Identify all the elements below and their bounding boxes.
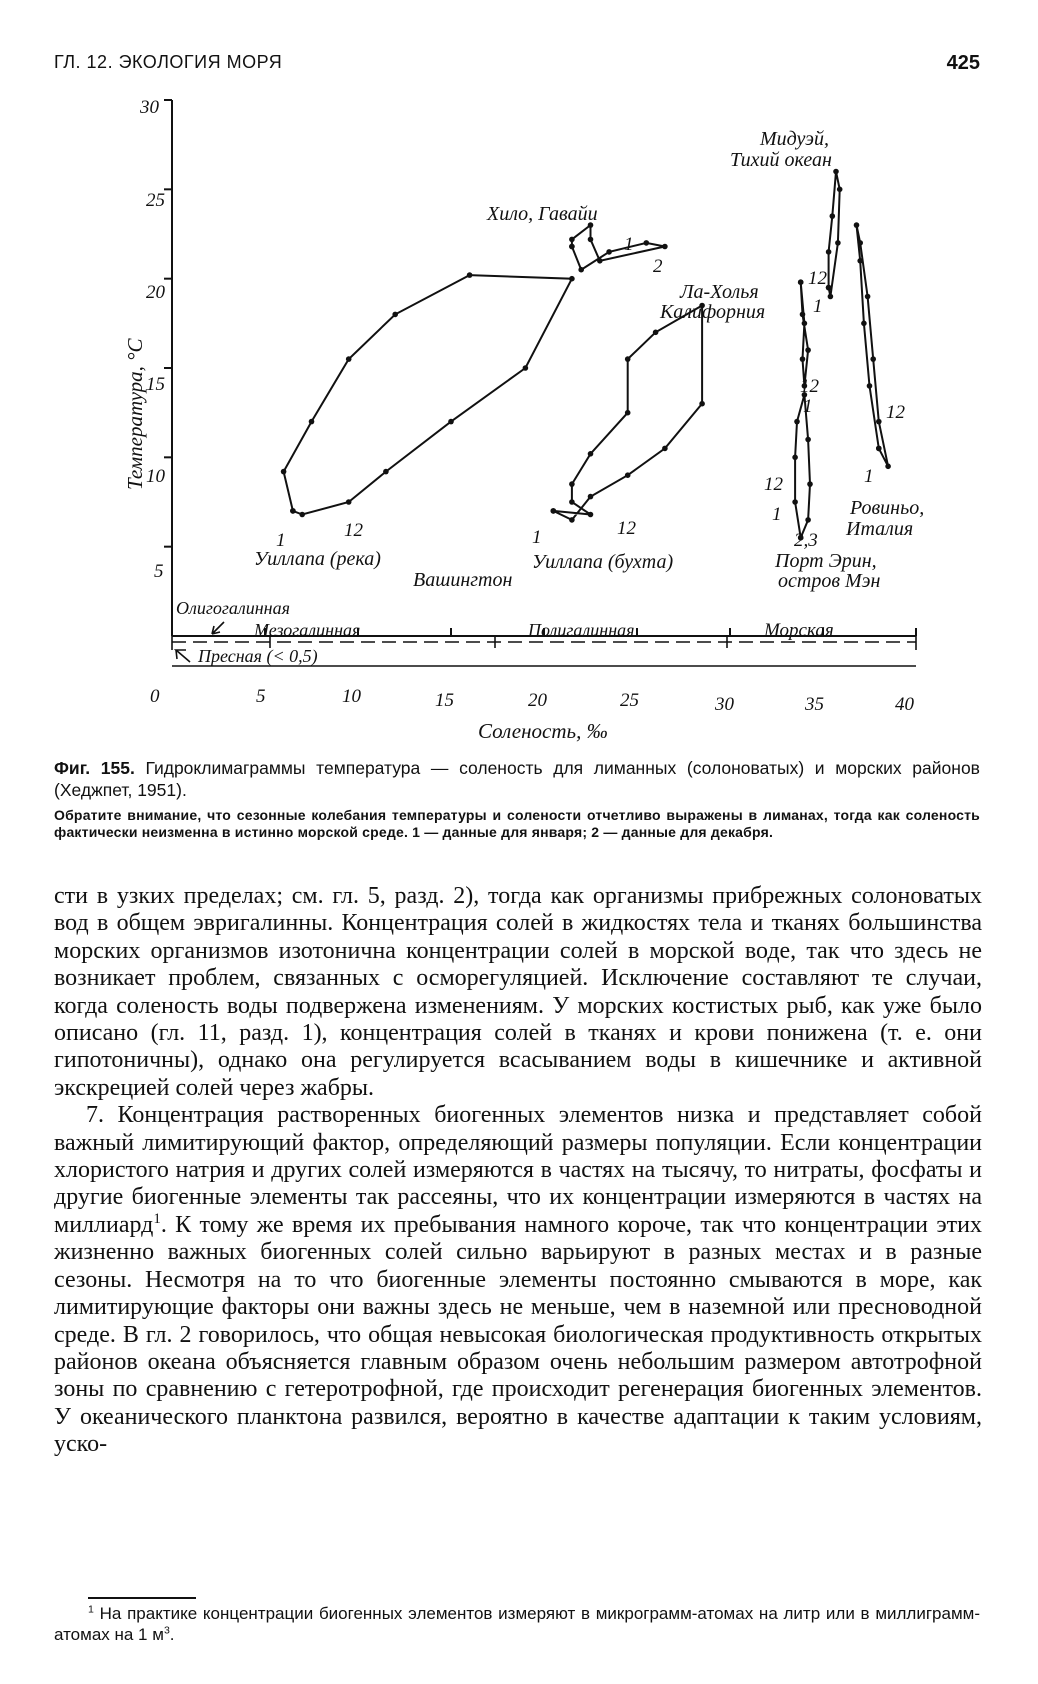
zone-label-oligohaline: Олигогалинная bbox=[176, 598, 290, 618]
series-line bbox=[284, 275, 572, 514]
y-tick-label: 30 bbox=[140, 97, 159, 118]
series-line bbox=[801, 282, 808, 386]
month-mark: 12 bbox=[808, 268, 827, 289]
data-point bbox=[662, 446, 668, 452]
data-point bbox=[653, 330, 659, 336]
data-point bbox=[802, 321, 808, 327]
data-point bbox=[828, 294, 834, 300]
data-point bbox=[299, 512, 305, 518]
month-mark: 2,3 bbox=[794, 530, 818, 551]
month-mark: 2 bbox=[653, 256, 663, 277]
data-point bbox=[569, 481, 575, 487]
body-text bbox=[54, 883, 982, 1459]
data-point bbox=[805, 437, 811, 443]
data-point bbox=[857, 258, 863, 264]
y-tick-label: 5 bbox=[154, 561, 164, 582]
data-point bbox=[885, 464, 891, 470]
zone-label-marine: Морская bbox=[764, 620, 834, 641]
label-midway-1: Мидуэй, bbox=[760, 128, 829, 150]
page-number: 425 bbox=[946, 52, 980, 74]
data-point bbox=[588, 494, 594, 500]
data-point bbox=[588, 451, 594, 457]
data-point bbox=[662, 244, 668, 250]
footnote-exponent: 3 bbox=[163, 1624, 170, 1637]
paragraph-1: сти в узких пределах; см. гл. 5, разд. 2), тогда как организмы прибрежных солоноватых вод в общем эвригалинны. Концентрация солей в жидкостях тела и тканях большинства морских организмов изотонична концентрации солей в морской воде, так что здесь не возникает проблем, связанных с осморегуляцией. Исключение составляют те случаи, когда соленость воды подвержена изменениям. У морских костистых рыб, как уже было описано (гл. 11, разд. 1), концентрация солей в тканях и крови понижена (т. е. они гипотоничны), однако она регулируется всасыванием воды в кишечнике и активной экскрецией солей через жабры. bbox=[54, 883, 982, 1101]
data-point bbox=[346, 356, 352, 362]
x-tick-label: 15 bbox=[435, 690, 454, 711]
y-tick-label: 10 bbox=[146, 466, 165, 487]
data-point bbox=[865, 294, 871, 300]
data-point bbox=[569, 517, 575, 523]
label-la-jolla-1: Ла-Холья bbox=[680, 281, 759, 303]
month-mark: 12 bbox=[886, 402, 905, 423]
zone-label-fresh: Пресная (< 0,5) bbox=[198, 646, 318, 666]
y-axis-title: Температура, °С bbox=[123, 338, 147, 490]
running-head: ГЛ. 12. ЭКОЛОГИЯ МОРЯ bbox=[54, 52, 283, 72]
data-point bbox=[830, 213, 836, 219]
data-point bbox=[870, 356, 876, 362]
month-mark: 1 bbox=[813, 296, 823, 317]
data-point bbox=[867, 383, 873, 389]
zone-label-mesohaline: Мезогалинная bbox=[254, 620, 361, 640]
data-point bbox=[837, 187, 843, 193]
y-tick-label: 15 bbox=[146, 374, 165, 395]
footnote-text: На практике концентрации биогенных элементов измеряют в микрограмм-атомах на литр или в миллиграмм-атомах на 1 м bbox=[54, 1604, 980, 1644]
month-mark: 1 bbox=[772, 504, 782, 525]
data-point bbox=[569, 244, 575, 250]
paragraph-2 bbox=[54, 1102, 982, 1458]
data-point bbox=[448, 419, 454, 425]
label-midway-2: Тихий океан bbox=[730, 149, 832, 171]
label-willapa-river: Уиллапа (река) bbox=[254, 548, 381, 570]
paragraph-2-part-a: 7. Концентрация растворенных биогенных элементов низка и представляет собой важный лимитирующий фактор, определяющий размеры популяции. Если концентрации хлористого натрия и других солей измеряются в частях на тысячу, то нитраты, фосфаты и другие биогенные элементы так рассеяны, что их концентрации измеряются в частях на миллиард bbox=[54, 1102, 982, 1238]
footnote-rule bbox=[88, 1597, 196, 1599]
data-point bbox=[588, 237, 594, 243]
month-mark: 1 bbox=[864, 466, 874, 487]
data-point bbox=[606, 249, 612, 255]
label-hilo: Хило, Гавайи bbox=[487, 203, 598, 225]
series-line bbox=[572, 225, 665, 270]
caption-fig-label: Фиг. 155. bbox=[54, 758, 135, 778]
label-willapa-bay: Уиллапа (бухта) bbox=[532, 551, 674, 573]
month-mark: 12 bbox=[344, 520, 363, 541]
x-tick-label: 10 bbox=[342, 686, 361, 707]
data-point bbox=[861, 321, 867, 327]
series-уиллапа-бухта- bbox=[551, 303, 705, 523]
month-mark: 12 bbox=[764, 474, 783, 495]
data-point bbox=[798, 279, 804, 285]
data-point bbox=[578, 267, 584, 273]
series-уиллапа-река- bbox=[281, 272, 575, 517]
data-point bbox=[625, 410, 631, 416]
hydroclimagram-figure bbox=[0, 90, 1038, 760]
label-port-erin-1: Порт Эрин, bbox=[775, 550, 877, 572]
footnote-ref: 1 bbox=[153, 1210, 161, 1227]
data-point bbox=[588, 512, 594, 518]
data-point bbox=[854, 222, 860, 228]
data-point bbox=[800, 312, 806, 318]
footnote bbox=[54, 1603, 980, 1645]
label-port-erin-2: остров Мэн bbox=[778, 570, 881, 592]
data-point bbox=[833, 169, 839, 175]
y-tick-label: 25 bbox=[146, 190, 165, 211]
footnote-end: . bbox=[169, 1625, 175, 1644]
data-point bbox=[625, 356, 631, 362]
label-rovinj-1: Ровиньо, bbox=[850, 497, 925, 519]
data-point bbox=[290, 508, 296, 514]
series-мидуэй-тихий-океан bbox=[826, 169, 843, 300]
data-point bbox=[807, 481, 813, 487]
series-ла-холья-калифорния bbox=[798, 279, 811, 388]
arrow-fresh bbox=[176, 650, 190, 662]
label-rovinj-2: Италия bbox=[846, 518, 914, 540]
data-point bbox=[569, 499, 575, 505]
x-tick-label: 5 bbox=[256, 686, 266, 707]
footnote-mark: 1 bbox=[88, 1603, 94, 1616]
data-point bbox=[309, 419, 315, 425]
x-tick-label: 20 bbox=[528, 690, 547, 711]
month-mark: 1 bbox=[624, 234, 634, 255]
data-point bbox=[699, 401, 705, 407]
x-tick-label: 40 bbox=[895, 694, 914, 715]
data-point bbox=[346, 499, 352, 505]
paragraph-2-part-b: . К тому же время их пребывания намного короче, так что концентрации этих жизненно важных биогенных солей сильно варьируют в разных местах и в разные сезоны. Несмотря на то что биогенные элементы постоянно смываются в море, как лимитирующие факторы они важны здесь не меньше, чем в наземной или пресноводной среде. В гл. 2 говорилось, что общая невысокая биологическая продуктивность открытых районов океана объясняется главным образом очень небольшим размером автотрофной зоны по сравнению с гетеротрофной, где происходит регенерация биогенных элементов. У океанического планктона развился, вероятно в качестве адаптации к таким условиям, уско- bbox=[54, 1211, 982, 1458]
series-ровиньо-италия bbox=[854, 222, 891, 469]
arrow-oligohaline bbox=[212, 622, 224, 634]
caption-main-text: Гидроклимаграммы температура — соленость для лиманных (солоноватых) и морских районов (Хеджпет, 1951). bbox=[54, 758, 980, 800]
data-point bbox=[805, 517, 811, 523]
data-point bbox=[644, 240, 650, 246]
data-point bbox=[597, 258, 603, 264]
data-point bbox=[569, 276, 575, 282]
label-la-jolla-2: Калифорния bbox=[660, 301, 766, 323]
data-point bbox=[467, 272, 473, 278]
data-point bbox=[523, 365, 529, 371]
label-washington: Вашингтон bbox=[413, 569, 513, 591]
caption-note: Обратите внимание, что сезонные колебания температуры и солености отчетливо выражены в лиманах, тогда как соленость фактически неизменна в истинно морской среде. 1 — данные для января; 2 — данные для декабря. bbox=[54, 807, 980, 840]
data-point bbox=[569, 237, 575, 243]
data-point bbox=[857, 240, 863, 246]
x-tick-label: 25 bbox=[620, 690, 639, 711]
data-point bbox=[625, 472, 631, 478]
data-point bbox=[800, 356, 806, 362]
data-point bbox=[876, 419, 882, 425]
x-tick-label: 35 bbox=[805, 694, 824, 715]
zone-label-polyhaline: Полигалинная bbox=[528, 620, 635, 640]
data-point bbox=[551, 508, 557, 514]
x-axis-title: Соленость, ‰ bbox=[478, 719, 608, 743]
data-point bbox=[383, 469, 389, 475]
x-tick-label: 0 bbox=[150, 686, 160, 707]
data-point bbox=[792, 455, 798, 461]
y-tick-label: 20 bbox=[146, 282, 165, 303]
data-point bbox=[876, 446, 882, 452]
month-mark: 1 bbox=[276, 530, 286, 551]
data-point bbox=[794, 419, 800, 425]
figure-caption bbox=[54, 757, 980, 841]
x-tick-label: 30 bbox=[715, 694, 734, 715]
data-point bbox=[392, 312, 398, 318]
month-mark: 1 bbox=[803, 396, 813, 417]
data-point bbox=[835, 240, 841, 246]
data-point bbox=[792, 499, 798, 505]
month-mark: 1 bbox=[532, 527, 542, 548]
month-mark: 12 bbox=[800, 376, 819, 397]
page-header bbox=[54, 52, 980, 76]
data-point bbox=[281, 469, 287, 475]
data-point bbox=[805, 347, 811, 353]
month-mark: 12 bbox=[617, 518, 636, 539]
data-point bbox=[826, 249, 832, 255]
